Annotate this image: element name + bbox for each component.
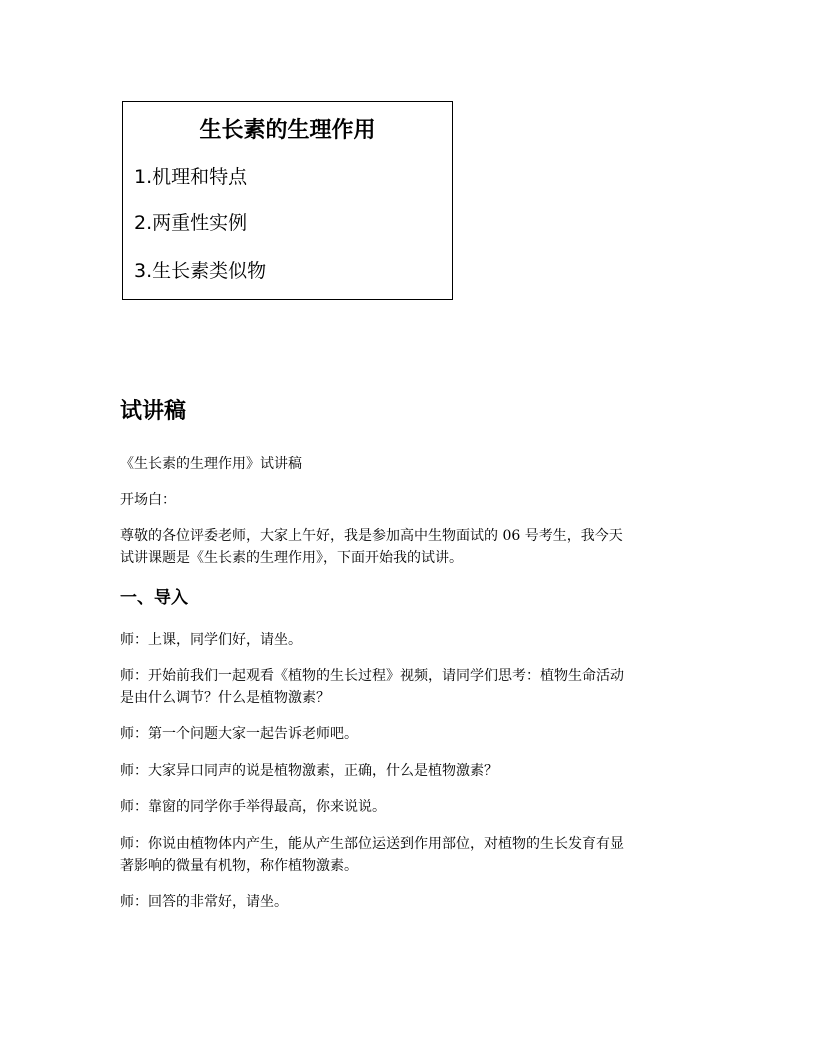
dialogue-line-6: 师：你说由植物体内产生，能从产生部位运送到作用部位，对植物的生长发育有显 著影响的微量有机物，称作植物激素。 [120, 836, 624, 874]
section-heading-introduction: 一、导入 [120, 588, 188, 608]
dialogue-line-3: 师：第一个问题大家一起告诉老师吧。 [120, 726, 358, 742]
blackboard-item-2: 2.两重性实例 [134, 212, 248, 234]
dialogue-line-5: 师：靠窗的同学你手举得最高，你来说说。 [120, 799, 386, 815]
dialogue-line-2: 师：开始前我们一起观看《植物的生长过程》视频，请同学们思考：植物生命活动 是由什么调节？什么是植物激素？ [120, 668, 624, 706]
greeting-paragraph: 尊敬的各位评委老师，大家上午好，我是参加高中生物面试的 06 号考生，我今天 试讲课题是《生长素的生理作用》，下面开始我的试讲。 [120, 528, 623, 566]
blackboard-design-box [122, 101, 453, 300]
blackboard-title: 生长素的生理作用 [199, 118, 376, 143]
blackboard-item-1: 1.机理和特点 [134, 166, 248, 188]
section-heading-script: 试讲稿 [120, 399, 187, 424]
blackboard-item-3: 3.生长素类似物 [134, 260, 267, 282]
dialogue-line-4: 师：大家异口同声的说是植物激素，正确，什么是植物激素？ [120, 763, 498, 779]
script-subtitle: 《生长素的生理作用》试讲稿 [120, 456, 302, 472]
opening-label: 开场白： [120, 492, 176, 508]
dialogue-line-7: 师：回答的非常好，请坐。 [120, 894, 288, 910]
dialogue-line-1: 师：上课，同学们好，请坐。 [120, 632, 302, 648]
